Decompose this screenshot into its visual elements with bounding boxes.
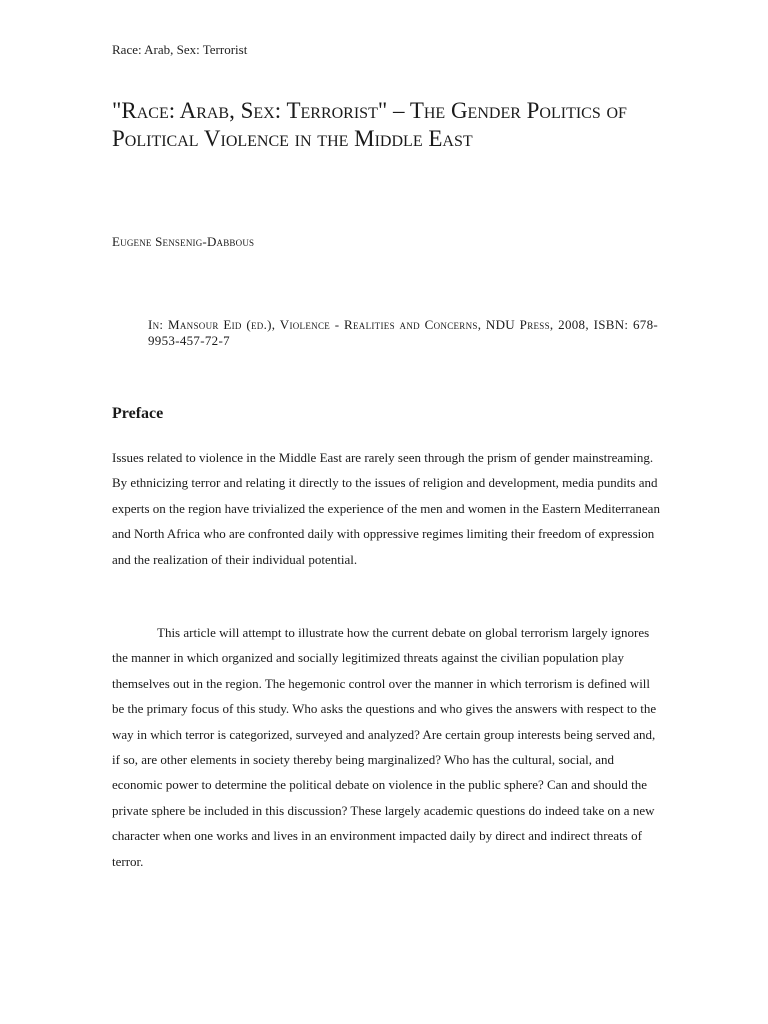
author-name: Eugene Sensenig-Dabbous [112, 234, 255, 249]
running-header: Race: Arab, Sex: Terrorist [112, 42, 248, 57]
section-heading-preface: Preface [112, 405, 164, 422]
document-title: "Race: Arab, Sex: Terrorist" – The Gender Politics of Political Violence in the Middle East [112, 98, 627, 151]
paragraph: This article will attempt to illustrate how the current debate on global terrorism largely ignores the manner in which organized and socially legitimized threats against the civilian population play themselves out in the region. The hegemonic control over the manner in which terrorism is defined will be the primary focus of this study. Who asks the questions and who gives the answers with respect to the way in which terror is categorized, surveyed and analyzed? Are certain group interests being served and, if so, are other elements in society thereby being marginalized? Who has the cultural, social, and economic power to determine the political debate on violence in the public sphere? Can and should the private sphere be included in this discussion? These largely academic questions do indeed take on a new character when one works and lives in an environment impacted daily by direct and indirect threats of terror. [112, 625, 657, 869]
citation: In: Mansour Eid (ed.), Violence - Realities and Concerns, NDU Press, 2008, ISBN: 678-9953-457-72-7 [148, 317, 658, 348]
paragraph: Issues related to violence in the Middle East are rarely seen through the prism of gender mainstreaming. By ethnicizing terror and relating it directly to the issues of religion and development, media pundits and experts on the region have trivialized the experience of the men and women in the Eastern Mediterranean and North Africa who are confronted daily with oppressive regimes limiting their freedom of expression and the realization of their individual potential. [112, 450, 660, 567]
